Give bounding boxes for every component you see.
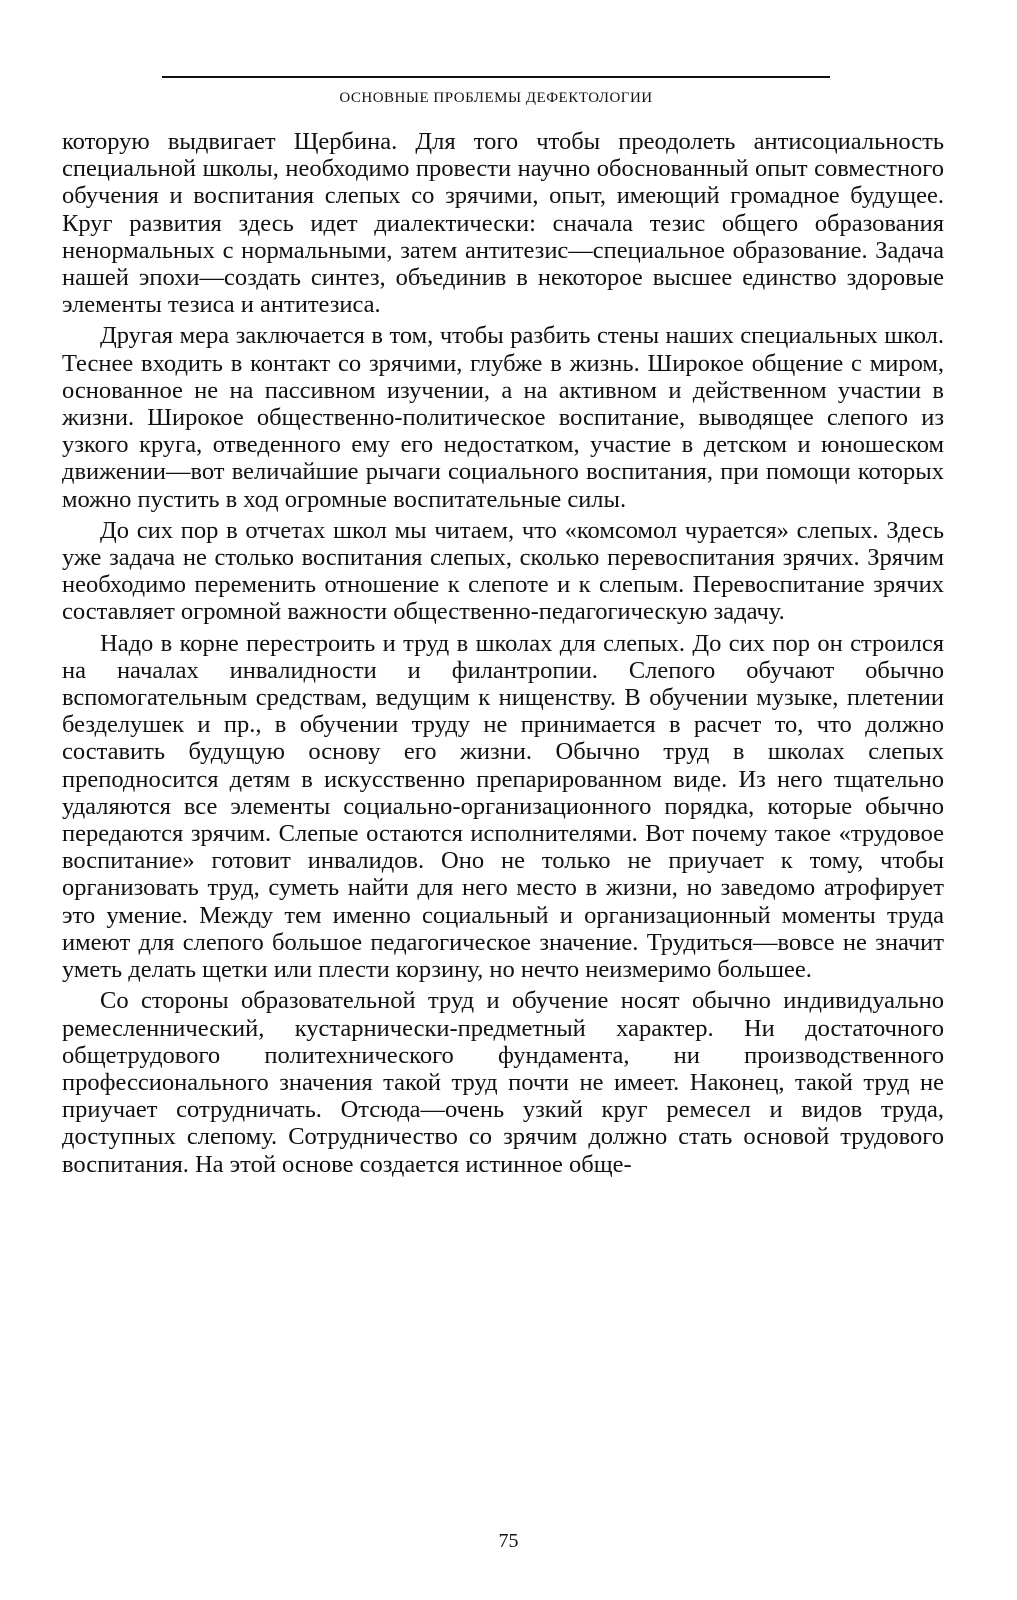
paragraph-3: До сих пор в отчетах школ мы читаем, что «комсомол чурается» слепых. Здесь уже задача не столько воспитания слепых, сколько перевоспитания зрячих. Зрячим необходимо переменить отношение к слепоте и к слепым. Перевоспитание зрячих составляет огромной важности общественно-педагогическую задачу. bbox=[62, 516, 944, 626]
page-number: 75 bbox=[498, 1530, 519, 1552]
paragraph-4: Надо в корне перестроить и труд в школах для слепых. До сих пор он строился на началах инвалидности и филантропии. Слепого обучают обычно вспомогательным средствам, ведущим к нищенству. В обучении музыке, плетении безделушек и пр., в обучении труду не принимается в расчет то, что должно составить будущую основу его жизни. Обычно труд в школах слепых преподносится детям в искусственно препарированном виде. Из него тщательно удаляются все элементы социально-организационного порядка, которые обычно передаются зрячим. Слепые остаются исполнителями. Вот почему такое «трудовое воспитание» готовит инвалидов. Оно не только не приучает к тому, чтобы организовать труд, суметь найти для него место в жизни, но заведомо атрофирует это умение. Между тем именно социальный и организационный моменты труда имеют для слепого большое педагогическое значение. Трудиться—вовсе не значит уметь делать щетки или плести корзину, но нечто неизмеримо большее. bbox=[62, 629, 944, 984]
paragraph-5: Со стороны образовательной труд и обучение носят обычно индивидуально ремесленнический, кустарнически-предметный характер. Ни достаточного общетрудового политехнического фундамента, ни производственного профессионального значения такой труд почти не имеет. Наконец, такой труд не приучает сотрудничать. Отсюда—очень узкий круг ремесел и видов труда, доступных слепому. Сотрудничество со зрячим должно стать основой трудового воспитания. На этой основе создается истинное обще- bbox=[62, 987, 944, 1178]
paragraph-1: которую выдвигает Щербина. Для того чтобы преодолеть антисоциальность специальной школы, необходимо провести научно обоснованный опыт совместного обучения и воспитания слепых со зрячими, опыт, имеющий громадное будущее. Круг развития здесь идет диалектически: сначала тезис общего образования ненормальных с нормальными, затем антитезис—специальное образование. Задача нашей эпохи—создать синтез, объединив в некоторое высшее единство здоровые элементы тезиса и антитезиса. bbox=[62, 128, 944, 319]
paragraph-2: Другая мера заключается в том, чтобы разбить стены наших специальных школ. Теснее входить в контакт со зрячими, глубже в жизнь. Широкое общение с миром, основанное не на пассивном изучении, а на активном и действенном участии в жизни. Широкое общественно-политическое воспитание, выводящее слепого из узкого круга, отведенного ему его недостатком, участие в детском и юношеском движении—вот величайшие рычаги социального воспитания, при помощи которых можно пустить в ход огромные воспитательные силы. bbox=[62, 322, 944, 513]
body-text bbox=[62, 128, 944, 1182]
running-head: ОСНОВНЫЕ ПРОБЛЕМЫ ДЕФЕКТОЛОГИИ bbox=[339, 90, 653, 106]
header-rule bbox=[162, 76, 830, 78]
